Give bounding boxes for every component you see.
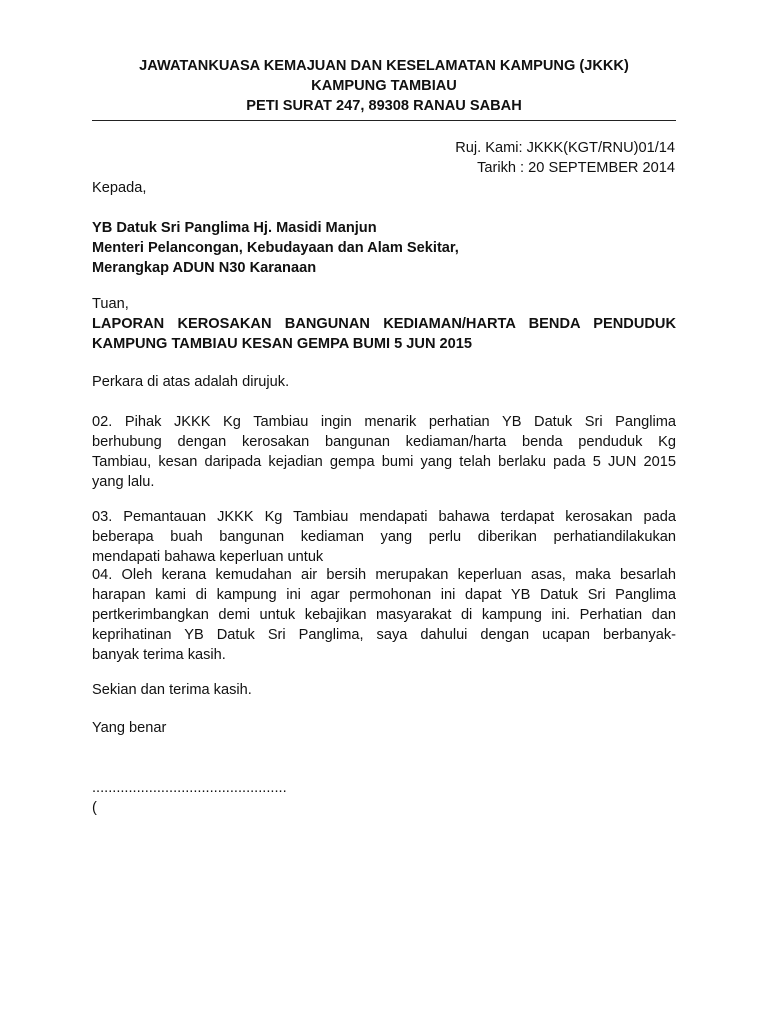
recipient-name: YB Datuk Sri Panglima Hj. Masidi Manjun [92,220,377,236]
paragraph-04-line: banyak terima kasih. [92,647,226,663]
subject-heading [92,314,676,354]
letterhead-address: PETI SURAT 247, 89308 RANAU SABAH [246,98,522,114]
subject-line-2: KAMPUNG TAMBIAU KESAN GEMPA BUMI 5 JUN 2015 [92,336,473,352]
paragraph-04-line: pertkerimbangkan demi untuk kebajikan masyarakat di kampung ini. Perhatian dan [92,607,676,623]
reference-block [455,138,675,178]
closing-thanks: Sekian dan terima kasih. [92,682,252,698]
paragraph-02-line: yang lalu. [92,474,155,490]
signatory-name-bracket: ( [92,800,97,816]
paragraph-04-line: keprihatinan YB Datuk Sri Panglima, saya dahului dengan ucapan berbanyak- [92,627,676,643]
paragraph-02 [92,412,676,492]
paragraph-02-line: Tambiau, kesan daripada kejadian gempa bumi yang telah berlaku pada 5 JUN 2015 [92,454,676,470]
salutation-to: Kepada, [92,180,147,196]
letterhead-divider [92,120,676,121]
paragraph-04-line: harapan kami di kampung ini agar permohonan ini dapat YB Datuk Sri Panglima [92,587,676,603]
paragraph-03 [92,507,676,567]
paragraph-03-line: beberapa buah bangunan kediaman yang perlu diberikan perhatiandilakukan [92,529,676,545]
letterhead [92,56,676,116]
recipient-block [92,218,676,278]
paragraph-04-line: 04. Oleh kerana kemudahan air bersih merupakan keperluan asas, maka besarlah [92,567,676,583]
letterhead-organisation: JAWATANKUASA KEMAJUAN DAN KESELAMATAN KAMPUNG (JKKK) [139,58,629,74]
paragraph-04 [92,565,676,665]
paragraph-02-line: 02. Pihak JKKK Kg Tambiau ingin menarik perhatian YB Datuk Sri Panglima [92,414,676,430]
paragraph-03-line: 03. Pemantauan JKKK Kg Tambiau mendapati bahawa terdapat kerosakan pada [92,509,676,525]
letterhead-village: KAMPUNG TAMBIAU [311,78,457,94]
closing-yours: Yang benar [92,720,167,736]
paragraph-03-line: mendapati bahawa keperluan untuk [92,549,324,565]
letter-date: Tarikh : 20 SEPTEMBER 2014 [477,160,675,176]
paragraph-02-line: berhubung dengan kerosakan bangunan kediaman/harta benda penduduk Kg [92,434,676,450]
intro-paragraph: Perkara di atas adalah dirujuk. [92,374,290,390]
recipient-constituency: Merangkap ADUN N30 Karanaan [92,260,317,276]
signature-line: ................................................ [92,780,287,796]
subject-line-1: LAPORAN KEROSAKAN BANGUNAN KEDIAMAN/HARTA BENDA PENDUDUK [92,316,676,332]
reference-number: Ruj. Kami: JKKK(KGT/RNU)01/14 [455,140,675,156]
greeting: Tuan, [92,296,129,312]
recipient-title: Menteri Pelancongan, Kebudayaan dan Alam Sekitar, [92,240,459,256]
